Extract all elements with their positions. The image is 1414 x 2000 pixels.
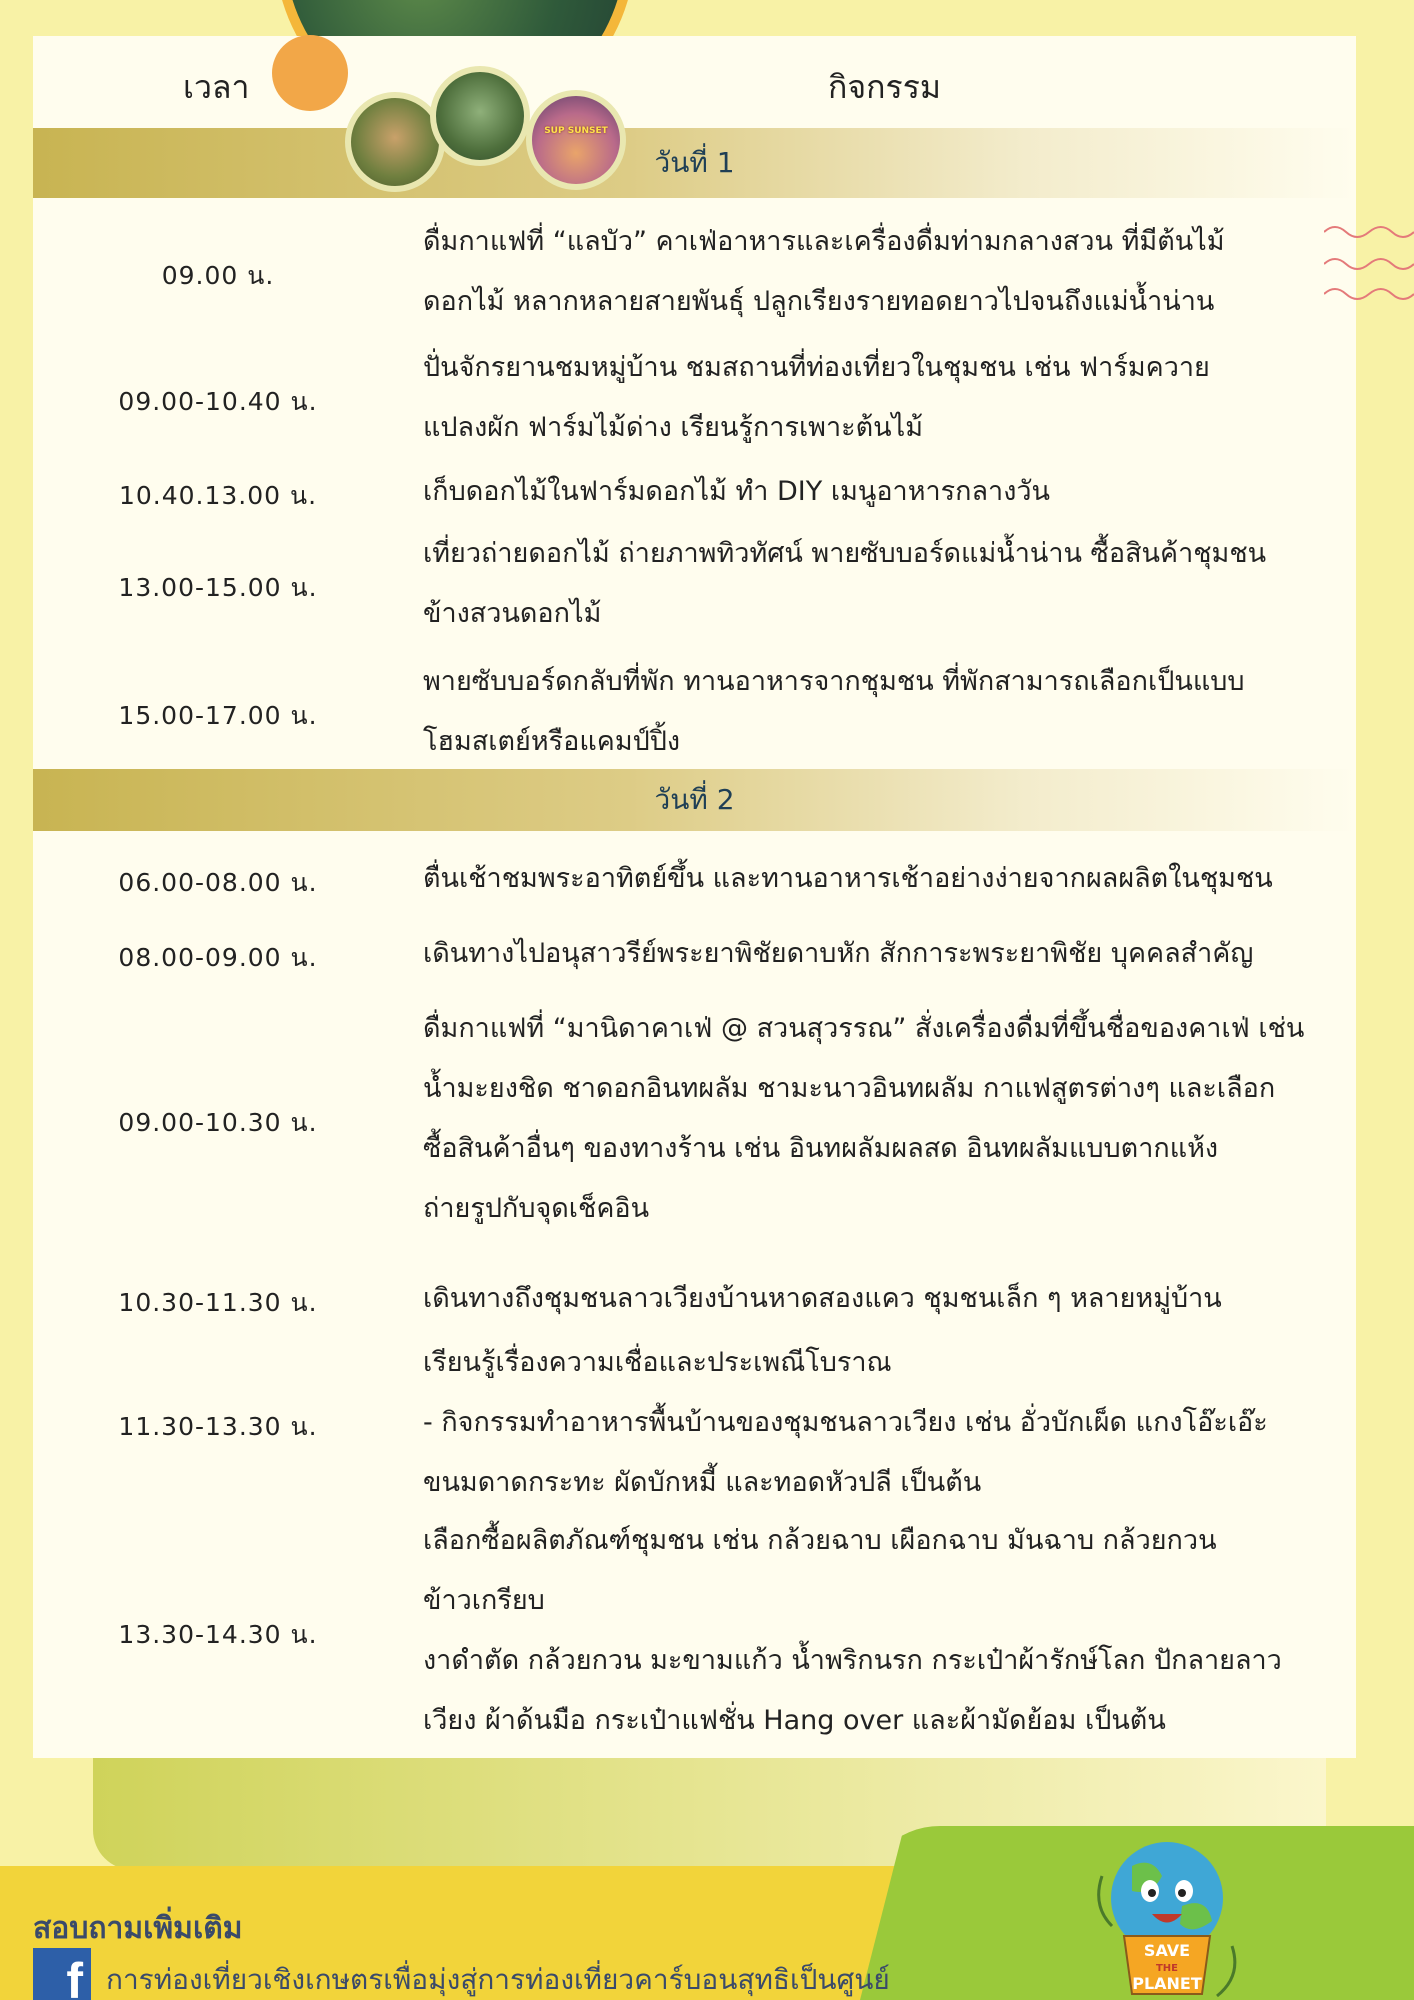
time-cell: 09.00-10.30 น.: [118, 1108, 318, 1137]
thumbnail-group-photo: [430, 66, 530, 166]
activity-cell: [423, 1333, 1353, 1513]
schedule-row: [33, 849, 1356, 909]
thumbnail-label: SUP SUNSET: [544, 126, 608, 136]
schedule-row: [33, 524, 1356, 644]
activity-line: ข้างสวนดอกไม้: [423, 598, 602, 629]
schedule-row: [33, 338, 1356, 458]
activity-cell: [423, 1269, 1353, 1329]
activity-line: ถ่ายรูปกับจุดเช็คอิน: [423, 1193, 650, 1224]
schedule-row: [33, 1269, 1356, 1329]
column-header-activity: กิจกรรม: [828, 68, 941, 106]
schedule-row: [33, 212, 1356, 332]
activity-line: น้ำมะยงชิด ชาดอกอินทผลัม ชามะนาวอินทผลัม กาแฟสูตรต่างๆ และเลือก: [423, 1073, 1276, 1104]
activity-line: ดื่มกาแฟที่ “มานิดาคาเฟ่ @ สวนสุวรรณ” สั่งเครื่องดื่มที่ขึ้นชื่อของคาเฟ่ เช่น: [423, 1013, 1305, 1044]
activity-cell: [423, 999, 1353, 1239]
activity-line: เรียนรู้เรื่องความเชื่อและประเพณีโบราณ: [423, 1347, 892, 1378]
activity-line: เดินทางถึงชุมชนลาวเวียงบ้านหาดสองแคว ชุมชนเล็ก ๆ หลายหมู่บ้าน: [423, 1283, 1222, 1314]
activity-line: - กิจกรรมทำอาหารพื้นบ้านของชุมชนลาวเวียง เช่น อั่วบักเผ็ด แกงโอ๊ะเอ๊ะ: [423, 1407, 1268, 1438]
activity-line: ตื่นเช้าชมพระอาทิตย์ขึ้น และทานอาหารเช้าอย่างง่ายจากผลผลิตในชุมชน: [423, 863, 1273, 894]
badge-line-1: SAVE: [1143, 1941, 1191, 1960]
activity-line: ดื่มกาแฟที่ “แลบัว” คาเฟ่อาหารและเครื่องดื่มท่ามกลางสวน ที่มีต้นไม้: [423, 226, 1225, 257]
wave-decoration-icon: [1324, 284, 1414, 304]
schedule-row: [33, 1333, 1356, 1513]
time-cell: 08.00-09.00 น.: [118, 943, 318, 972]
schedule-row: [33, 999, 1356, 1239]
activity-line: เลือกซื้อผลิตภัณฑ์ชุมชน เช่น กล้วยฉาบ เผือกฉาบ มันฉาบ กล้วยกวน: [423, 1525, 1217, 1556]
activity-line: โฮมสเตย์หรือแคมป์ปิ้ง: [423, 726, 681, 757]
time-cell: 15.00-17.00 น.: [118, 701, 318, 730]
schedule-row: [33, 1511, 1356, 1751]
activity-cell: [423, 849, 1353, 909]
save-the-planet-badge-icon: [1092, 1836, 1242, 2000]
schedule-table: [33, 36, 1356, 1758]
day-header: วันที่ 1: [33, 128, 1356, 198]
time-cell: 10.30-11.30 น.: [118, 1288, 318, 1317]
time-cell: 09.00 น.: [161, 261, 275, 290]
activity-line: เที่ยวถ่ายดอกไม้ ถ่ายภาพทิวทัศน์ พายซับบอร์ดแม่น้ำน่าน ซื้อสินค้าชุมชน: [423, 538, 1267, 569]
activity-line: เก็บดอกไม้ในฟาร์มดอกไม้ ทำ DIY เมนูอาหารกลางวัน: [423, 476, 1051, 507]
activity-line: งาดำตัด กล้วยกวน มะขามแก้ว น้ำพริกนรก กระเป๋าผ้ารักษ์โลก ปักลายลาว: [423, 1645, 1282, 1676]
activity-line: ขนมดาดกระทะ ผัดบักหมี้ และทอดหัวปลี เป็นต้น: [423, 1467, 982, 1498]
time-cell: 13.30-14.30 น.: [118, 1620, 318, 1649]
column-header-time: เวลา: [183, 68, 250, 106]
time-cell: 11.30-13.30 น.: [118, 1412, 318, 1441]
schedule-row: [33, 924, 1356, 984]
badge-line-3: PLANET: [1132, 1974, 1202, 1993]
activity-line: ข้าวเกรียบ: [423, 1585, 545, 1616]
activity-line: เวียง ผ้าด้นมือ กระเป๋าแฟชั่น Hang over และผ้ามัดย้อม เป็นต้น: [423, 1705, 1166, 1736]
wave-decoration-icon: [1324, 222, 1414, 242]
activity-line: พายซับบอร์ดกลับที่พัก ทานอาหารจากชุมชน ที่พักสามารถเลือกเป็นแบบ: [423, 666, 1245, 697]
activity-cell: [423, 652, 1353, 772]
time-cell: 09.00-10.40 น.: [118, 387, 318, 416]
facebook-icon[interactable]: f: [33, 1948, 91, 2000]
activity-line: เดินทางไปอนุสาวรีย์พระยาพิชัยดาบหัก สักการะพระยาพิชัย บุคคลสำคัญ: [423, 938, 1254, 969]
activity-cell: [423, 338, 1353, 458]
decorative-circle: [272, 35, 348, 111]
activity-cell: [423, 524, 1353, 644]
wave-decoration-icon: [1324, 254, 1414, 274]
activity-line: ปั่นจักรยานชมหมู่บ้าน ชมสถานที่ท่องเที่ยวในชุมชน เช่น ฟาร์มควาย: [423, 352, 1210, 383]
time-cell: 13.00-15.00 น.: [118, 573, 318, 602]
time-cell: 06.00-08.00 น.: [118, 868, 318, 897]
table-header: [33, 36, 1356, 128]
schedule-row: [33, 652, 1356, 772]
day-header: วันที่ 2: [33, 769, 1356, 831]
facebook-page-link[interactable]: การท่องเที่ยวเชิงเกษตรเพื่อมุ่งสู่การท่องเที่ยวคาร์บอนสุทธิเป็นศูนย์: [106, 1963, 890, 1996]
footer-title: สอบถามเพิ่มเติม: [33, 1911, 243, 1946]
thumbnail-sunset-photo: [526, 90, 626, 190]
activity-line: ซื้อสินค้าอื่นๆ ของทางร้าน เช่น อินทผลัมผลสด อินทผลัมแบบตากแห้ง: [423, 1133, 1219, 1164]
activity-cell: [423, 1511, 1353, 1751]
activity-cell: [423, 924, 1353, 984]
badge-line-2: THE: [1155, 1963, 1179, 1974]
activity-cell: [423, 462, 1353, 522]
activity-line: ดอกไม้ หลากหลายสายพันธุ์ ปลูกเรียงรายทอดยาวไปจนถึงแม่น้ำน่าน: [423, 286, 1215, 317]
schedule-row: [33, 462, 1356, 522]
activity-cell: [423, 212, 1353, 332]
time-cell: 10.40.13.00 น.: [118, 481, 318, 510]
activity-line: แปลงผัก ฟาร์มไม้ด่าง เรียนรู้การเพาะต้นไม้: [423, 412, 924, 443]
